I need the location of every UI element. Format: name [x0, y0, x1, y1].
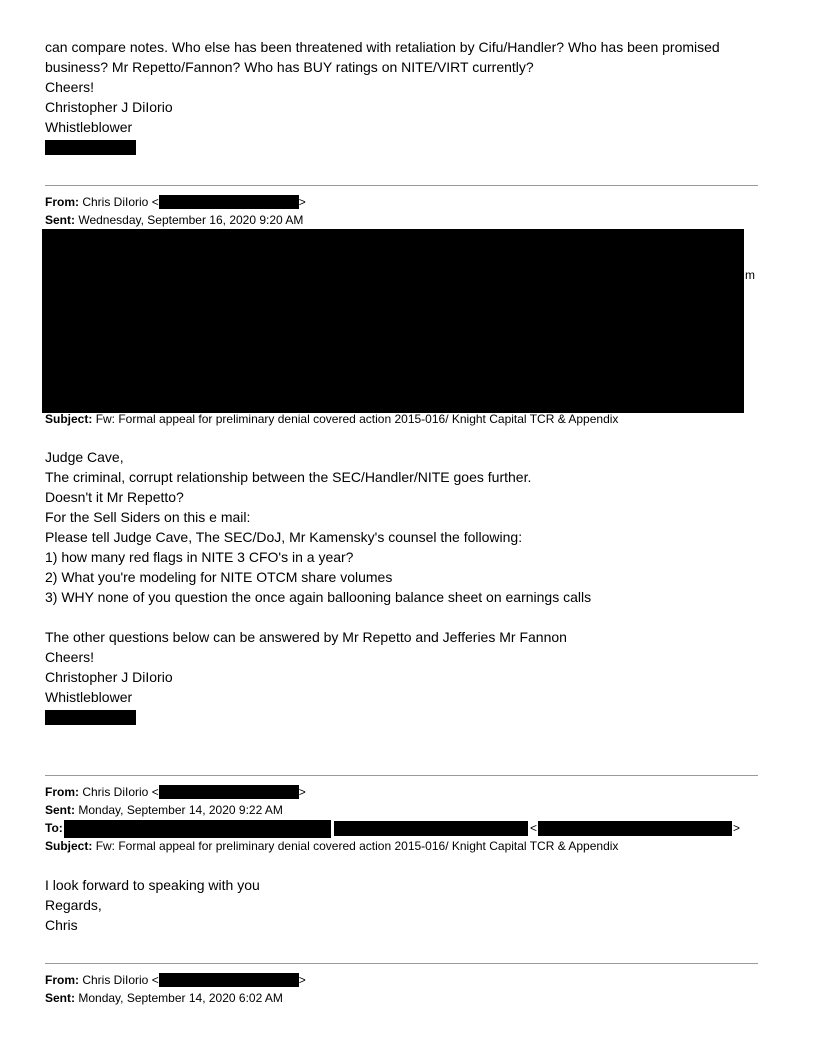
email-1-subject	[45, 410, 618, 428]
email-2-to	[45, 819, 63, 837]
body-line: For the Sell Siders on this e mail:	[45, 509, 251, 525]
separator-3	[45, 963, 758, 964]
from-label: From:	[45, 973, 79, 987]
redaction-email-address	[159, 973, 299, 987]
body-line: I look forward to speaking with you	[45, 877, 260, 893]
email-3-from	[45, 971, 306, 989]
sent-label: Sent:	[45, 991, 75, 1005]
email-3-sent	[45, 989, 283, 1007]
email-2-sent	[45, 801, 283, 819]
sent-value: Wednesday, September 16, 2020 9:20 AM	[78, 213, 304, 227]
body-line: Chris	[45, 917, 78, 933]
lt-sign: <	[151, 195, 159, 209]
separator-1	[45, 185, 758, 186]
subject-label: Subject:	[45, 412, 93, 426]
intro-line-5: Whistleblower	[45, 119, 133, 135]
email-1-sent	[45, 211, 303, 229]
redaction-email-address	[159, 785, 299, 799]
redaction-signature-1	[45, 140, 136, 155]
redaction-to-1	[64, 820, 331, 838]
body-line: Judge Cave,	[45, 449, 124, 465]
redaction-recipients-block	[42, 229, 744, 413]
email-1-from	[45, 193, 306, 211]
subject-value: Fw: Formal appeal for preliminary denial covered action 2015-016/ Knight Capital TCR & Appendix	[95, 839, 619, 853]
body-line: 1) how many red flags in NITE 3 CFO's in a year?	[45, 549, 354, 565]
body-line: Christopher J DiIorio	[45, 669, 173, 685]
sent-label: Sent:	[45, 803, 75, 817]
body-line: Doesn't it Mr Repetto?	[45, 489, 184, 505]
redaction-to-3	[538, 821, 732, 836]
intro-line-3: Cheers!	[45, 79, 95, 95]
body-line: Whistleblower	[45, 689, 133, 705]
from-name: Chris DiIorio	[82, 785, 149, 799]
redaction-email-address	[159, 195, 299, 209]
intro-line-2: business? Mr Repetto/Fannon? Who has BUY ratings on NITE/VIRT currently?	[45, 59, 534, 75]
redaction-signature-2	[45, 710, 136, 725]
intro-line-1: can compare notes. Who else has been threatened with retaliation by Cifu/Handler? Who has been promised	[45, 39, 720, 55]
body-line: 2) What you're modeling for NITE OTCM share volumes	[45, 569, 393, 585]
intro-line-4: Christopher J DiIorio	[45, 99, 173, 115]
gt-sign: >	[298, 785, 306, 799]
subject-value: Fw: Formal appeal for preliminary denial covered action 2015-016/ Knight Capital TCR & Appendix	[95, 412, 619, 426]
from-label: From:	[45, 195, 79, 209]
email-2-from	[45, 783, 306, 801]
sent-label: Sent:	[45, 213, 75, 227]
subject-label: Subject:	[45, 839, 93, 853]
from-name: Chris DiIorio	[82, 973, 149, 987]
body-line: The other questions below can be answered by Mr Repetto and Jefferies Mr Fannon	[45, 629, 567, 645]
sent-value: Monday, September 14, 2020 9:22 AM	[78, 803, 283, 817]
redaction-to-2	[334, 821, 528, 836]
from-name: Chris DiIorio	[82, 195, 149, 209]
body-line: Please tell Judge Cave, The SEC/DoJ, Mr Kamensky's counsel the following:	[45, 529, 523, 545]
to-gt-sign: >	[733, 821, 741, 835]
to-label: To:	[45, 821, 63, 835]
sent-value: Monday, September 14, 2020 6:02 AM	[78, 991, 283, 1005]
body-line: Cheers!	[45, 649, 95, 665]
separator-2	[45, 775, 758, 776]
body-line: Regards,	[45, 897, 102, 913]
body-line: The criminal, corrupt relationship between the SEC/Handler/NITE goes further.	[45, 469, 532, 485]
email-2-subject	[45, 837, 618, 855]
overflow-char: m	[745, 268, 755, 282]
body-line: 3) WHY none of you question the once again ballooning balance sheet on earnings calls	[45, 589, 592, 605]
gt-sign: >	[298, 973, 306, 987]
lt-sign: <	[151, 785, 159, 799]
gt-sign: >	[298, 195, 306, 209]
to-lt-sign: <	[530, 821, 538, 835]
lt-sign: <	[151, 973, 159, 987]
from-label: From:	[45, 785, 79, 799]
